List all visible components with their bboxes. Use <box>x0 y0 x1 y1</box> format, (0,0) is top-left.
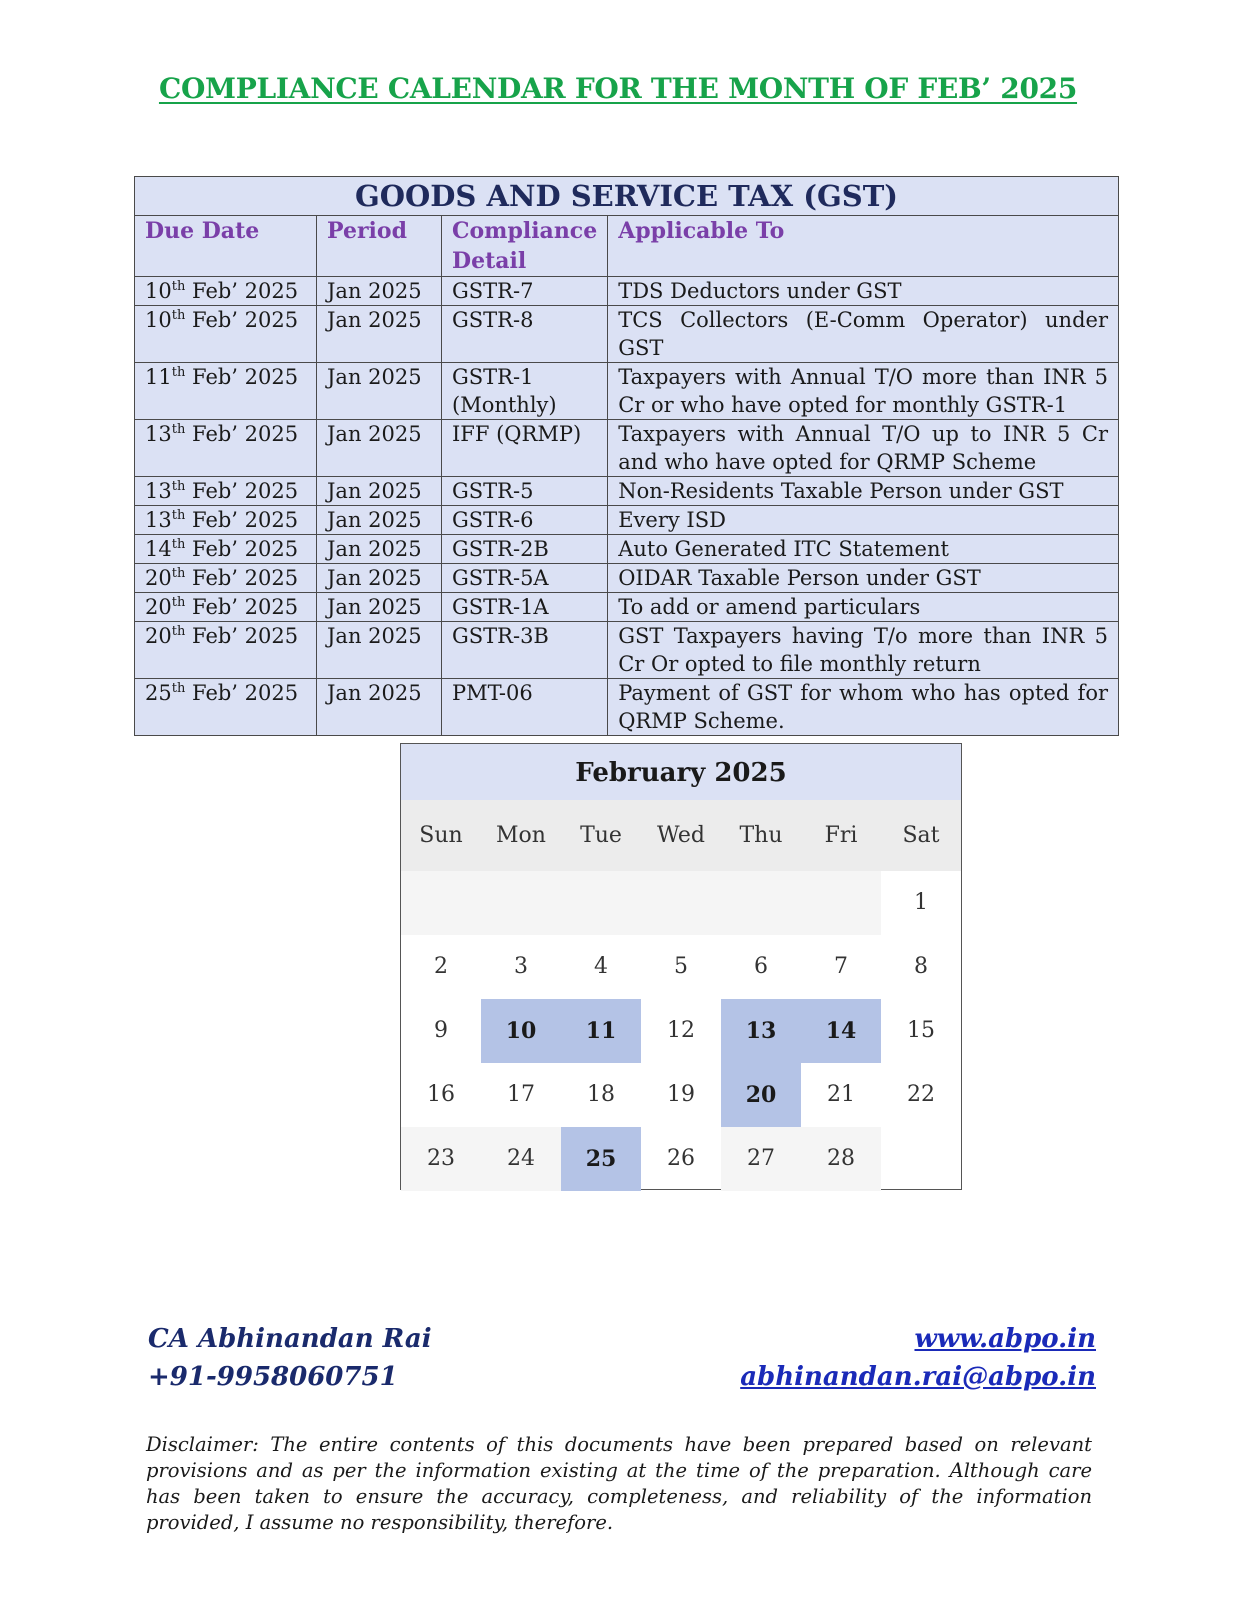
due-date-month: Feb’ 2025 <box>185 422 299 446</box>
author-phone: +91-9958060751 <box>148 1362 398 1392</box>
due-date-day: 13 <box>145 479 172 503</box>
due-date-suffix: th <box>171 566 186 581</box>
due-date-month: Feb’ 2025 <box>185 566 299 590</box>
due-date-suffix: th <box>171 422 186 437</box>
due-date-suffix: th <box>171 624 186 639</box>
applicable-to-cell: To add or amend particulars <box>608 593 1119 622</box>
calendar-day: 12 <box>667 1018 695 1043</box>
calendar-empty-cell <box>401 871 481 935</box>
due-date-day: 14 <box>145 537 172 561</box>
period-cell: Jan 2025 <box>317 477 442 506</box>
compliance-detail-cell: IFF (QRMP) <box>442 420 608 477</box>
weekday-label: Thu <box>739 823 783 848</box>
due-date-month: Feb’ 2025 <box>185 681 299 705</box>
due-date-day: 20 <box>145 566 172 590</box>
due-date-suffix: th <box>171 279 186 294</box>
applicable-to-cell: TCS Collectors (E-Comm Operator) under GST <box>608 306 1119 363</box>
column-header-compliance-detail: Compliance Detail <box>442 216 608 277</box>
compliance-detail-cell: GSTR-5A <box>442 564 608 593</box>
calendar-empty-cell <box>561 871 641 935</box>
compliance-detail-cell: GSTR-7 <box>442 277 608 306</box>
calendar-empty-cell <box>721 871 801 935</box>
table-heading: GOODS AND SERVICE TAX (GST) <box>135 177 1119 216</box>
calendar-day-grid <box>401 871 961 1191</box>
due-date-month: Feb’ 2025 <box>185 595 299 619</box>
website-link[interactable]: www.abpo.in <box>914 1324 1096 1354</box>
weekday-label: Wed <box>657 823 705 848</box>
weekday-label: Fri <box>824 823 858 848</box>
page-title: COMPLIANCE CALENDAR FOR THE MONTH OF FEB’ 2025 <box>158 72 1078 105</box>
due-date-suffix: th <box>171 365 186 380</box>
due-date-cell <box>135 506 317 535</box>
email-link[interactable]: abhinandan.rai@abpo.in <box>740 1362 1096 1392</box>
calendar-day: 27 <box>721 1127 801 1191</box>
table-row <box>135 535 1119 564</box>
calendar-day-due: 20 <box>721 1063 801 1127</box>
table-row <box>135 420 1119 477</box>
applicable-to-cell: TDS Deductors under GST <box>608 277 1119 306</box>
gst-compliance-table <box>134 176 1119 736</box>
due-date-month: Feb’ 2025 <box>185 479 299 503</box>
applicable-to-cell: Auto Generated ITC Statement <box>608 535 1119 564</box>
compliance-detail-cell: GSTR-2B <box>442 535 608 564</box>
period-cell: Jan 2025 <box>317 535 442 564</box>
calendar-day: 1 <box>914 890 928 915</box>
due-date-month: Feb’ 2025 <box>185 624 299 648</box>
due-date-month: Feb’ 2025 <box>185 279 299 303</box>
disclaimer: Disclaimer: The entire contents of this documents have been prepared based on relevant provisions and as per the information existing at the time of the preparation. Although care has been taken to ensure the accuracy, completeness, and reliability of the information provided, I assume no responsibility, therefore. <box>146 1433 1092 1534</box>
due-date-cell <box>135 535 317 564</box>
table-body <box>135 277 1119 736</box>
due-date-suffix: th <box>171 508 186 523</box>
calendar-day: 4 <box>594 954 608 979</box>
table-row <box>135 564 1119 593</box>
calendar-day: 23 <box>401 1127 481 1191</box>
due-date-day: 13 <box>145 508 172 532</box>
due-date-suffix: th <box>171 681 186 696</box>
due-date-month: Feb’ 2025 <box>185 537 299 561</box>
due-date-day: 11 <box>145 365 172 389</box>
applicable-to-cell: OIDAR Taxable Person under GST <box>608 564 1119 593</box>
contact-block <box>740 1320 1096 1396</box>
due-date-cell <box>135 306 317 363</box>
compliance-detail-cell: PMT-06 <box>442 679 608 736</box>
applicable-to-cell: GST Taxpayers having T/o more than INR 5 Cr Or opted to file monthly return <box>608 622 1119 679</box>
due-date-day: 20 <box>145 624 172 648</box>
calendar-day-due: 10 <box>481 999 561 1063</box>
period-cell: Jan 2025 <box>317 277 442 306</box>
due-date-cell <box>135 679 317 736</box>
column-header-due-date: Due Date <box>135 216 317 277</box>
column-header-applicable-to: Applicable To <box>608 216 1119 277</box>
applicable-to-cell: Taxpayers with Annual T/O up to INR 5 Cr and who have opted for QRMP Scheme <box>608 420 1119 477</box>
table-row <box>135 506 1119 535</box>
due-date-day: 10 <box>145 308 172 332</box>
applicable-to-cell: Every ISD <box>608 506 1119 535</box>
calendar-day: 5 <box>674 954 688 979</box>
calendar-day: 6 <box>754 954 768 979</box>
calendar-day-due: 13 <box>721 999 801 1063</box>
due-date-month: Feb’ 2025 <box>185 308 299 332</box>
calendar <box>400 743 962 1190</box>
applicable-to-cell: Payment of GST for whom who has opted for QRMP Scheme. <box>608 679 1119 736</box>
applicable-to-cell: Taxpayers with Annual T/O more than INR 5 Cr or who have opted for monthly GSTR-1 <box>608 363 1119 420</box>
period-cell: Jan 2025 <box>317 679 442 736</box>
table-header-row <box>135 216 1119 277</box>
calendar-weekday-row <box>401 800 961 871</box>
due-date-suffix: th <box>171 595 186 610</box>
due-date-suffix: th <box>171 537 186 552</box>
due-date-cell <box>135 277 317 306</box>
due-date-cell <box>135 477 317 506</box>
period-cell: Jan 2025 <box>317 622 442 679</box>
calendar-empty-cell <box>641 871 721 935</box>
calendar-day: 15 <box>907 1018 935 1043</box>
table-row <box>135 622 1119 679</box>
due-date-month: Feb’ 2025 <box>185 508 299 532</box>
due-date-cell <box>135 622 317 679</box>
due-date-suffix: th <box>171 479 186 494</box>
compliance-detail-cell: GSTR-1A <box>442 593 608 622</box>
compliance-detail-cell: GSTR-6 <box>442 506 608 535</box>
period-cell: Jan 2025 <box>317 363 442 420</box>
calendar-empty-cell <box>481 871 561 935</box>
compliance-detail-cell: GSTR-8 <box>442 306 608 363</box>
calendar-empty-cell <box>881 1127 961 1191</box>
applicable-to-cell: Non-Residents Taxable Person under GST <box>608 477 1119 506</box>
calendar-day-due: 11 <box>561 999 641 1063</box>
calendar-day-due: 25 <box>561 1127 641 1191</box>
author-name: CA Abhinandan Rai <box>148 1324 432 1354</box>
period-cell: Jan 2025 <box>317 306 442 363</box>
compliance-detail-cell: GSTR-1 (Monthly) <box>442 363 608 420</box>
calendar-day: 18 <box>587 1082 615 1107</box>
due-date-day: 10 <box>145 279 172 303</box>
weekday-label: Mon <box>496 823 546 848</box>
due-date-cell <box>135 593 317 622</box>
calendar-empty-cell <box>801 871 881 935</box>
calendar-day-due: 14 <box>801 999 881 1063</box>
table-row <box>135 593 1119 622</box>
calendar-day: 3 <box>514 954 528 979</box>
due-date-cell <box>135 363 317 420</box>
calendar-day: 16 <box>427 1082 455 1107</box>
due-date-cell <box>135 564 317 593</box>
weekday-label: Sat <box>902 823 940 848</box>
weekday-label: Tue <box>580 823 622 848</box>
due-date-month: Feb’ 2025 <box>185 365 299 389</box>
due-date-day: 25 <box>145 681 172 705</box>
period-cell: Jan 2025 <box>317 564 442 593</box>
column-header-period: Period <box>317 216 442 277</box>
period-cell: Jan 2025 <box>317 506 442 535</box>
calendar-day: 7 <box>834 954 848 979</box>
calendar-day: 22 <box>907 1082 935 1107</box>
calendar-day: 9 <box>434 1018 448 1043</box>
calendar-day: 8 <box>914 954 928 979</box>
compliance-detail-cell: GSTR-5 <box>442 477 608 506</box>
due-date-day: 20 <box>145 595 172 619</box>
table-row <box>135 363 1119 420</box>
calendar-day: 24 <box>481 1127 561 1191</box>
table-row <box>135 679 1119 736</box>
table-row <box>135 477 1119 506</box>
calendar-day: 2 <box>434 954 448 979</box>
calendar-day: 21 <box>827 1082 855 1107</box>
calendar-day: 17 <box>507 1082 535 1107</box>
author-block <box>148 1320 432 1396</box>
due-date-suffix: th <box>171 308 186 323</box>
calendar-day: 28 <box>801 1127 881 1191</box>
due-date-day: 13 <box>145 422 172 446</box>
weekday-label: Sun <box>419 823 463 848</box>
due-date-cell <box>135 420 317 477</box>
table-row <box>135 277 1119 306</box>
compliance-detail-cell: GSTR-3B <box>442 622 608 679</box>
period-cell: Jan 2025 <box>317 593 442 622</box>
table-row <box>135 306 1119 363</box>
calendar-day: 19 <box>667 1082 695 1107</box>
period-cell: Jan 2025 <box>317 420 442 477</box>
calendar-title: February 2025 <box>401 744 961 800</box>
calendar-day: 26 <box>667 1146 695 1171</box>
